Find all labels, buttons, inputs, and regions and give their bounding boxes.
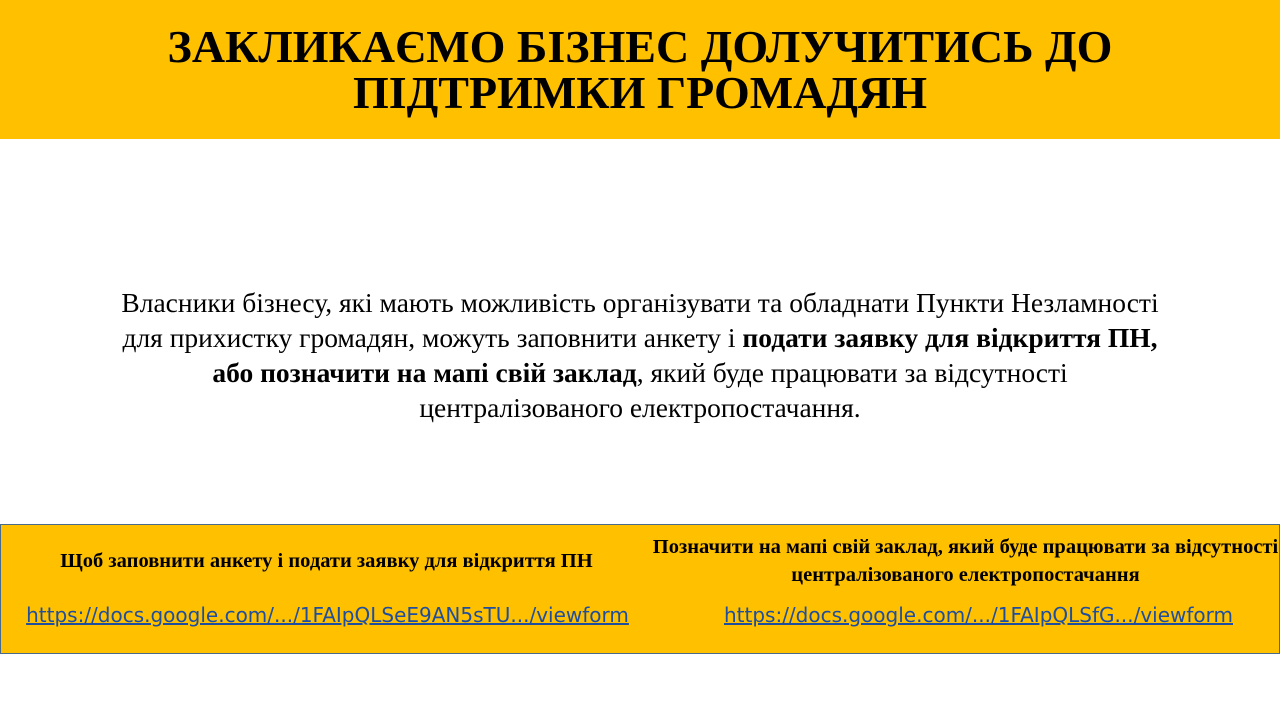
- application-form-link[interactable]: https://docs.google.com/.../1FAIpQLSeE9AN5sTU.../viewform: [26, 603, 629, 627]
- body-paragraph: [110, 285, 1170, 425]
- application-label: Щоб заповнити анкету і подати заявку для відкриття ПН: [60, 550, 593, 572]
- footer-links-panel: [0, 524, 1280, 654]
- header-banner: [0, 0, 1280, 139]
- map-label: Позначити на мапі свій заклад, який буде працювати за відсутності централізованого електропостачання: [652, 536, 1279, 586]
- footer-column-map: [652, 525, 1279, 653]
- body-text-bold: подати заявку для відкриття ПН, або позначити на мапі свій заклад: [212, 322, 1158, 388]
- body-text-outro: , який буде працювати за відсутності централізованого електропостачання.: [419, 357, 1068, 423]
- page-title: ЗАКЛИКАЄМО БІЗНЕС ДОЛУЧИТИСЬ ДО ПІДТРИМКИ ГРОМАДЯН: [167, 20, 1113, 118]
- body-text-intro: Власники бізнесу, які мають можливість організувати та обладнати Пункти Незламності для прихистку громадян, можуть заповнити анкету і: [121, 287, 1159, 353]
- map-form-link[interactable]: https://docs.google.com/.../1FAIpQLSfG.../viewform: [723, 603, 1234, 627]
- footer-column-application: [1, 525, 652, 653]
